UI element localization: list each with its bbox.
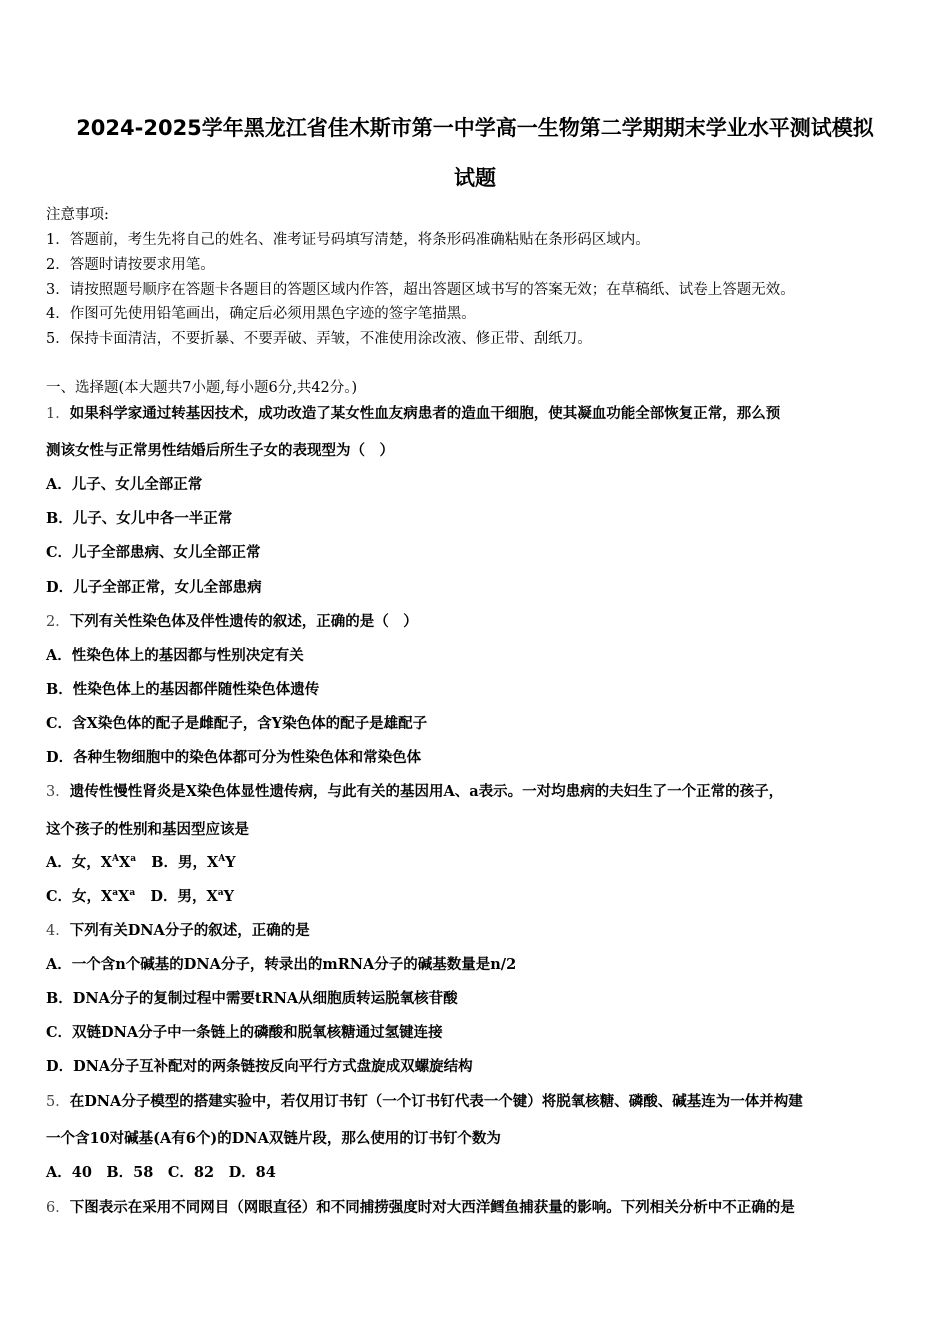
question-1-option-c: C．儿子全部患病、女儿全部正常 — [46, 544, 261, 561]
question-3-option-d: D．男，$X^aY$ — [150, 888, 234, 905]
question-4-option-b: B．DNA分子的复制过程中需要tRNA从细胞质转运脱氧核苷酸 — [46, 990, 458, 1007]
question-1-option-a: A．儿子、女儿全部正常 — [46, 476, 203, 493]
note-item: 2．答题时请按要求用笔。 — [46, 257, 215, 273]
question-1-option-b: B．儿子、女儿中各一半正常 — [46, 510, 233, 527]
question-3-options-cd — [46, 885, 920, 906]
question-3-stem: 3．遗传性慢性肾炎是X染色体显性遗传病，与此有关的基因用A、a表示。一对均患病的夫妇生了一个正常的孩子， — [46, 783, 784, 800]
question-number: 4． — [46, 923, 70, 939]
question-6-stem: 6．下图表示在采用不同网目（网眼直径）和不同捕捞强度时对大西洋鳕鱼捕获量的影响。下列相关分析中不正确的是 — [46, 1199, 795, 1216]
question-number: 3． — [46, 784, 70, 800]
question-2-stem: 2．下列有关性染色体及伴性遗传的叙述，正确的是（ ） — [46, 613, 418, 630]
question-4-stem: 4．下列有关DNA分子的叙述，正确的是 — [46, 922, 310, 939]
question-number: 6． — [46, 1200, 70, 1216]
question-5-stem: 5．在DNA分子模型的搭建实验中，若仅用订书钉（一个订书钉代表一个键）将脱氧核糖、磷酸、碱基连为一体并构建 — [46, 1093, 803, 1110]
question-2-option-c: C．含X染色体的配子是雌配子，含Y染色体的配子是雄配子 — [46, 715, 428, 732]
notes-heading: 注意事项: — [46, 207, 109, 223]
question-4-option-c: C．双链DNA分子中一条链上的磷酸和脱氧核糖通过氢键连接 — [46, 1024, 443, 1041]
question-3-stem-cont: 这个孩子的性别和基因型应该是 — [46, 821, 249, 838]
question-3-option-c: C．女，$X^aX^a$ — [46, 888, 136, 905]
page-title-line2: 试题 — [454, 166, 496, 190]
section-heading: 一、选择题(本大题共7小题,每小题6分,共42分。) — [46, 380, 358, 396]
question-1-stem-cont: 测该女性与正常男性结婚后所生子女的表现型为（ ） — [46, 442, 394, 459]
page-title-line1: 2024-2025学年黑龙江省佳木斯市第一中学高一生物第二学期期末学业水平测试模拟 — [76, 116, 874, 140]
question-3-options-ab — [46, 851, 920, 872]
question-4-option-a: A．一个含n个碱基的DNA分子，转录出的mRNA分子的碱基数量是n/2 — [46, 956, 517, 973]
question-number: 5． — [46, 1094, 70, 1110]
question-1-option-d: D．儿子全部正常，女儿全部患病 — [46, 579, 262, 596]
question-2-option-d: D．各种生物细胞中的染色体都可分为性染色体和常染色体 — [46, 749, 422, 766]
question-2-option-a: A．性染色体上的基因都与性别决定有关 — [46, 647, 304, 664]
question-2-option-b: B．性染色体上的基因都伴随性染色体遗传 — [46, 681, 320, 698]
question-4-option-d: D．DNA分子互补配对的两条链按反向平行方式盘旋成双螺旋结构 — [46, 1058, 473, 1075]
question-5-stem-cont: 一个含10对碱基(A有6个)的DNA双链片段，那么使用的订书钉个数为 — [46, 1130, 501, 1147]
note-item: 5．保持卡面清洁，不要折暴、不要弄破、弄皱，不准使用涂改液、修正带、刮纸刀。 — [46, 331, 592, 347]
note-item: 1．答题前，考生先将自己的姓名、准考证号码填写清楚，将条形码准确粘贴在条形码区域内。 — [46, 232, 650, 248]
question-number: 1． — [46, 406, 70, 422]
question-number: 2． — [46, 614, 70, 630]
question-1-stem: 1．如果科学家通过转基因技术，成功改造了某女性血友病患者的造血干细胞，使其凝血功能全部恢复正常，那么预 — [46, 405, 781, 422]
note-item: 4．作图可先使用铅笔画出，确定后必须用黑色字迹的签字笔描黑。 — [46, 306, 476, 322]
question-3-option-a: A．女，$X^AX^a$ — [46, 854, 137, 871]
question-5-options: A．40 B．58 C．82 D．84 — [46, 1164, 276, 1181]
question-3-option-b: B．男，$X^AY$ — [151, 854, 236, 871]
note-item: 3．请按照题号顺序在答题卡各题目的答题区域内作答，超出答题区域书写的答案无效；在草稿纸、试卷上答题无效。 — [46, 282, 795, 298]
